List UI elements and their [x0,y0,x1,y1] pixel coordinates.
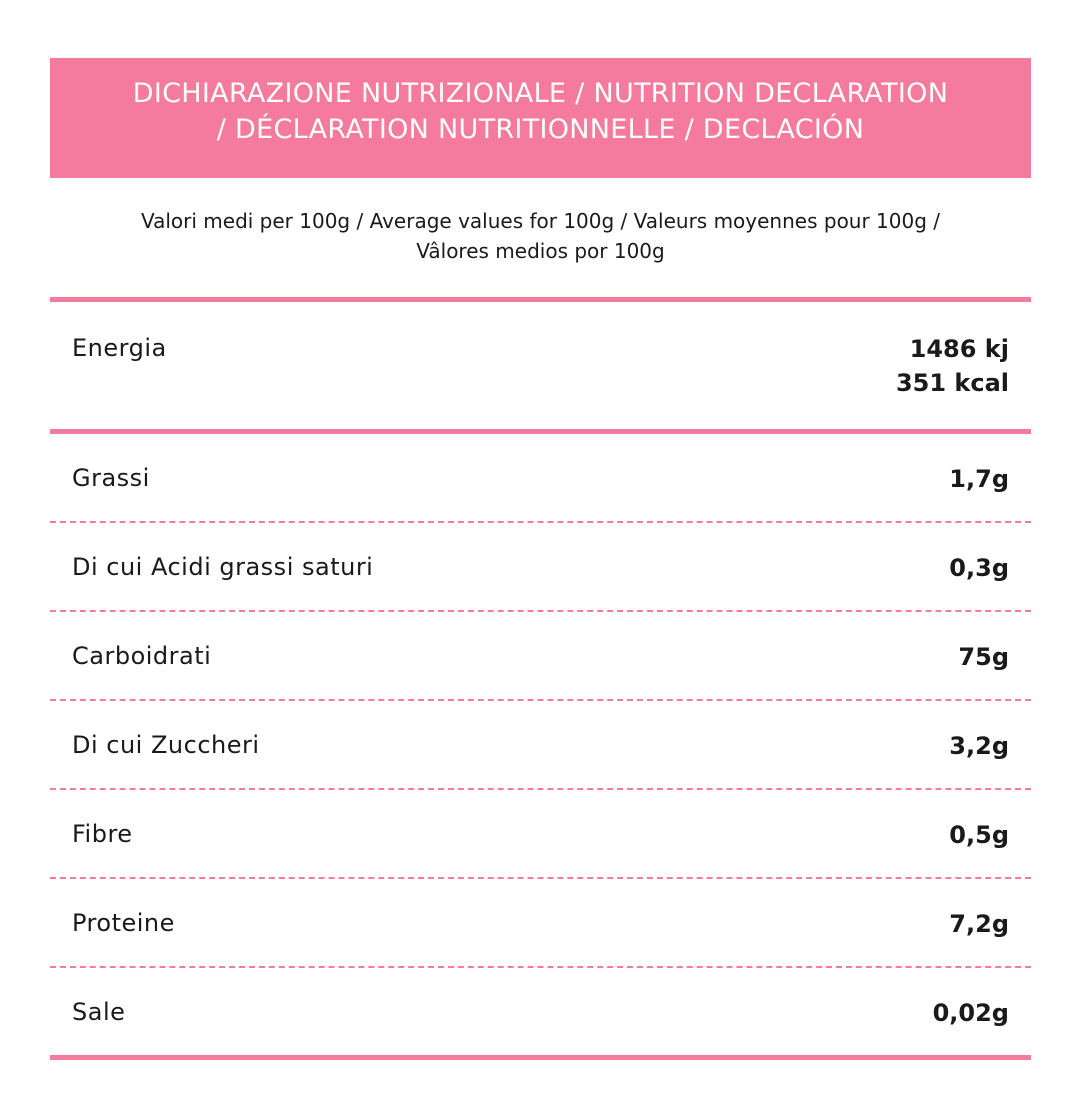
nutrient-label: Carboidrati [72,642,212,670]
table-row [50,701,1031,788]
header-banner [50,58,1031,178]
nutrient-value: 0,3g [949,554,1009,582]
nutrient-value: 7,2g [949,910,1009,938]
table-row [50,523,1031,610]
divider-thick-bottom [50,1055,1031,1060]
subtitle-line2: Vâlores medios por 100g [416,239,665,263]
nutrient-value: 1,7g [949,465,1009,493]
nutrient-value: 75g [958,643,1009,671]
energy-row [50,302,1031,429]
nutrient-value: 3,2g [949,732,1009,760]
nutrient-label: Di cui Acidi grassi saturi [72,553,374,581]
energy-value-kcal: 351 kcal [895,369,1009,397]
header-title-line2: / DÉCLARATION NUTRITIONNELLE / DECLACIÓN [216,114,865,145]
energy-value-kj: 1486 kj [909,335,1009,363]
nutrient-label: Grassi [72,464,150,492]
subtitle [50,178,1031,297]
header-title-line1: DICHIARAZIONE NUTRIZIONALE / NUTRITION DECLARATION [132,78,949,109]
table-row [50,879,1031,966]
table-row [50,790,1031,877]
table-row [50,434,1031,521]
nutrient-label: Di cui Zuccheri [72,731,260,759]
nutrition-panel [50,58,1031,1060]
nutrient-label: Fibre [72,820,133,848]
nutrient-label: Sale [72,998,126,1026]
nutrient-label: Proteine [72,909,175,937]
table-row [50,968,1031,1055]
subtitle-line1: Valori medi per 100g / Average values for 100g / Valeurs moyennes pour 100g / [140,209,941,233]
energy-value [896,332,1009,400]
table-row [50,612,1031,699]
nutrient-value: 0,02g [932,999,1009,1027]
nutrient-value: 0,5g [949,821,1009,849]
energy-label: Energia [72,334,167,362]
